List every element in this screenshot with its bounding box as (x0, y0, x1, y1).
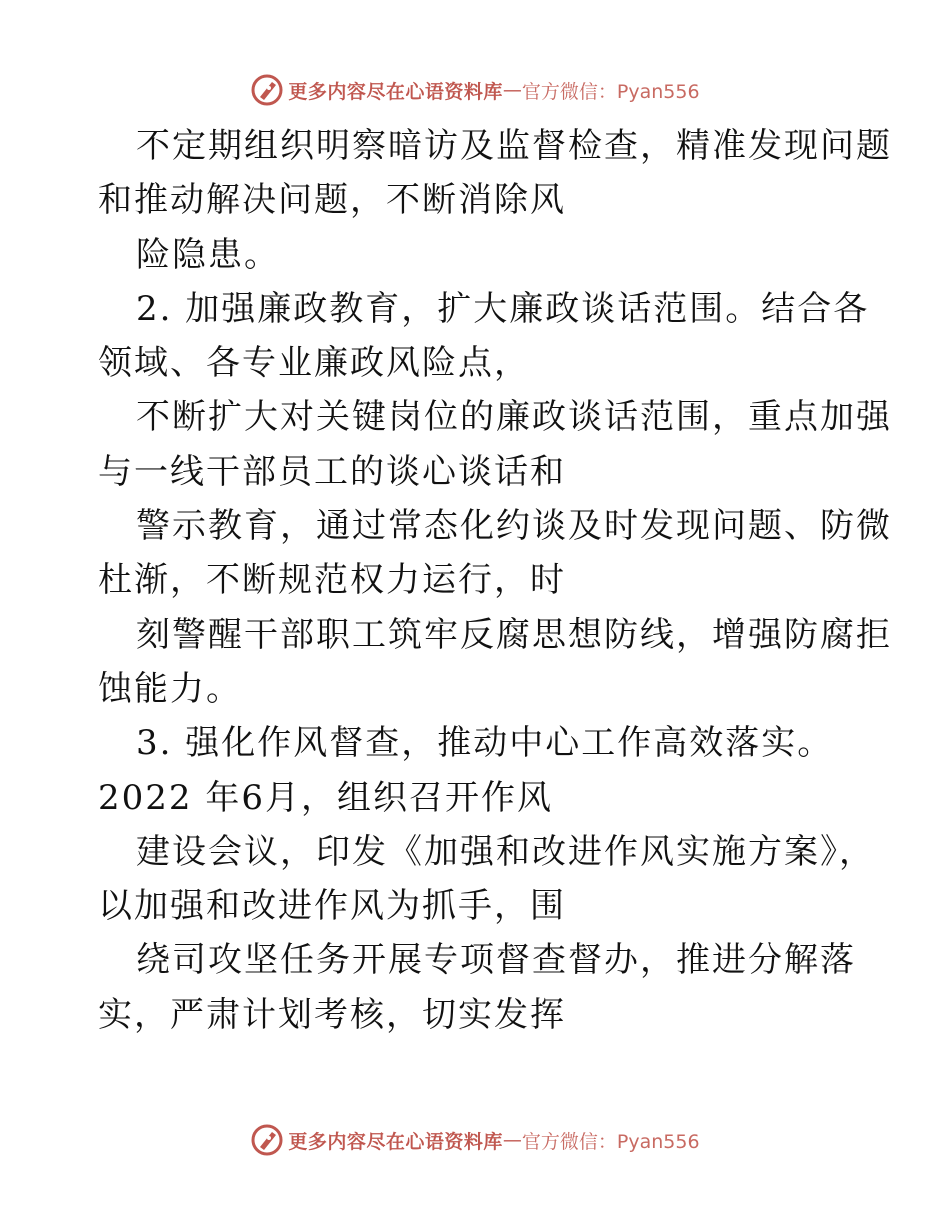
text-line: 领域、各专业廉政风险点， (98, 343, 530, 384)
text-line: 蚀能力。 (98, 668, 242, 709)
text-line: 不定期组织明察暗访及监督检查，精准发现问题 (136, 126, 892, 166)
text-line: 建设会议，印发《加强和改进作风实施方案》， (136, 831, 875, 872)
banner-separator: — (502, 1129, 522, 1151)
pen-nib-logo-icon (250, 1123, 284, 1157)
footer-banner (0, 1120, 950, 1160)
text-line: 不断扩大对关键岗位的廉政谈话范围，重点加强 (136, 397, 892, 438)
text-line: 和推动解决问题，不断消除风 (98, 180, 566, 221)
text-line: 2. 加强廉政教育，扩大廉政谈话范围。结合各 (136, 288, 870, 329)
header-banner (0, 70, 950, 110)
text-line: 2022 年6月，组织召开作风 (98, 777, 553, 818)
text-line: 以加强和改进作风为抓手，围 (98, 886, 566, 927)
document-body (98, 119, 892, 1042)
text-line: 险隐患。 (136, 234, 280, 275)
text-line: 警示教育，通过常态化约谈及时发现问题、防微 (136, 506, 892, 547)
pen-nib-logo-icon (250, 73, 284, 107)
banner-site-text: 更多内容尽在心语资料库 (288, 80, 503, 103)
text-line: 与一线干部员工的谈心谈话和 (98, 451, 566, 492)
text-line: 绕司攻坚任务开展专项督查督办，推进分解落 (136, 940, 856, 981)
banner-site-text: 更多内容尽在心语资料库 (288, 1130, 503, 1153)
text-line: 实，严肃计划考核，切实发挥 (98, 994, 566, 1035)
banner-separator: — (502, 79, 522, 101)
banner-contact-text: 官方微信：Pyan556 (521, 1130, 700, 1153)
text-line: 杜渐，不断规范权力运行，时 (98, 560, 566, 601)
text-line: 3. 强化作风督查，推动中心工作高效落实。 (136, 723, 834, 764)
banner-contact-text: 官方微信：Pyan556 (521, 80, 700, 103)
text-line: 刻警醒干部职工筑牢反腐思想防线，增强防腐拒 (136, 614, 892, 655)
